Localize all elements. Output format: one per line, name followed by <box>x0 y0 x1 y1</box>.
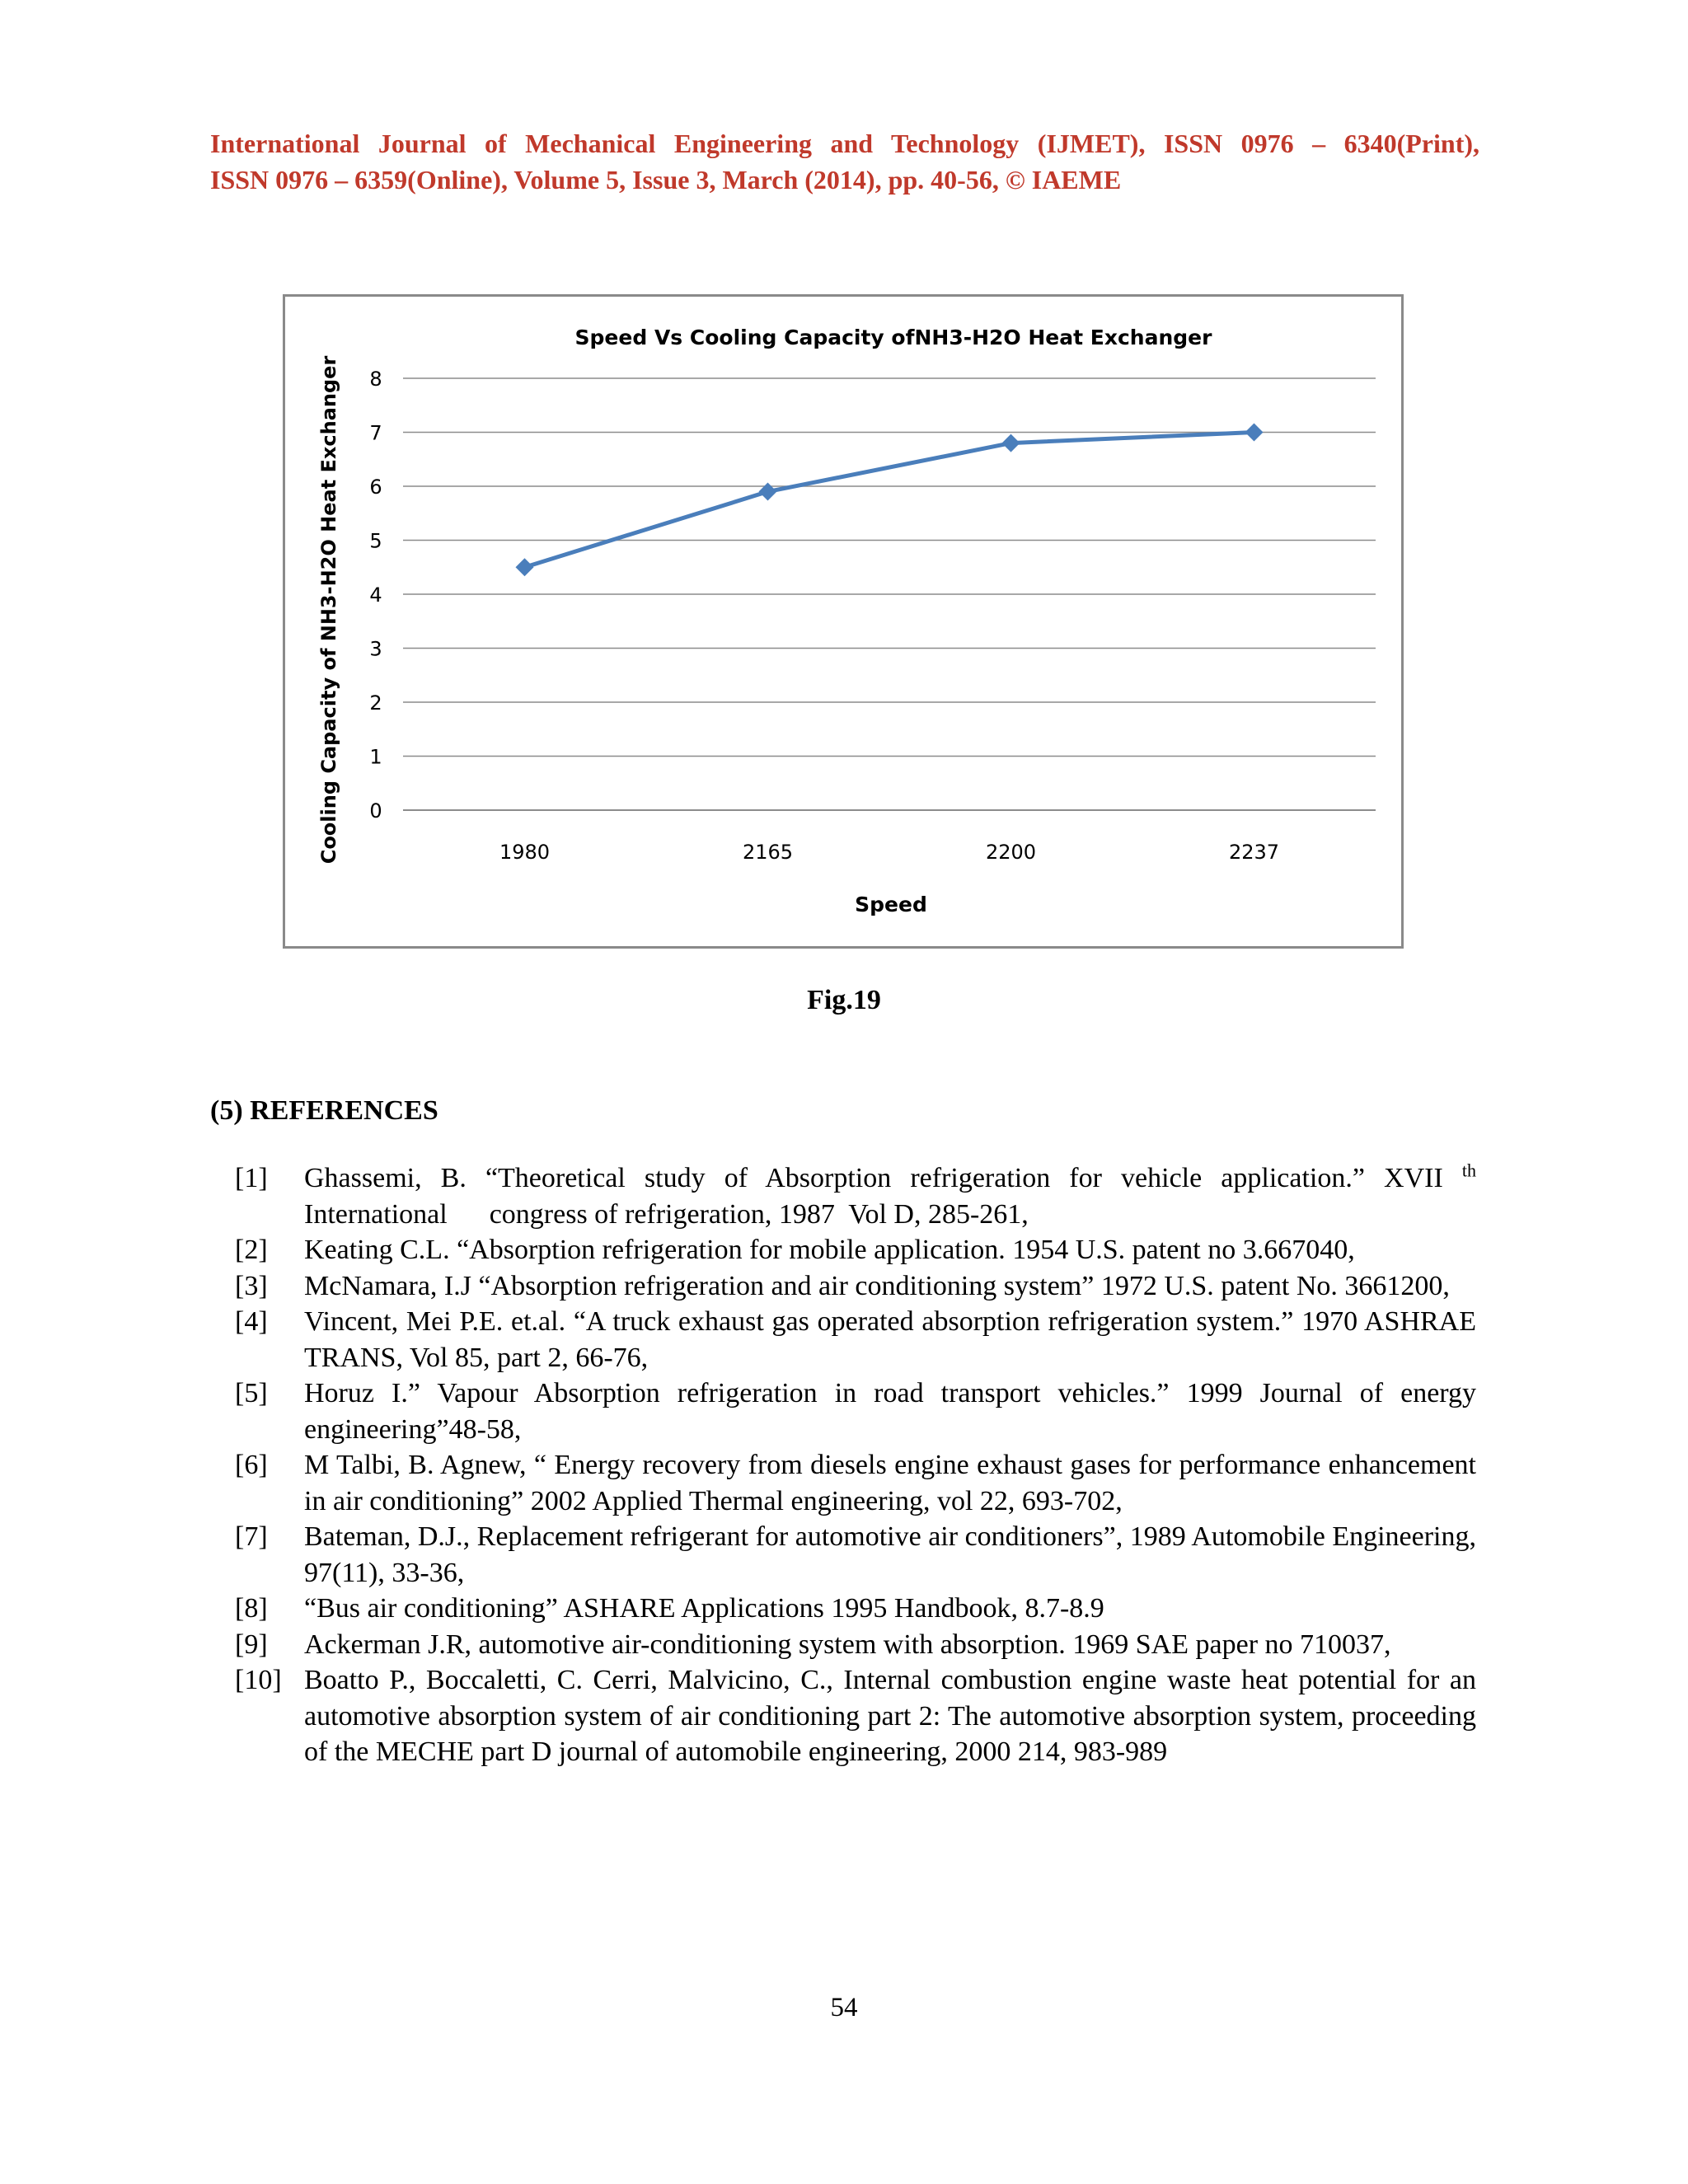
reference-item <box>235 1662 1476 1770</box>
chart-y-tick-label: 3 <box>369 637 382 661</box>
reference-item <box>235 1376 1476 1447</box>
chart-title: Speed Vs Cooling Capacity ofNH3-H2O Heat Exchanger <box>574 326 1212 349</box>
reference-text <box>304 1268 1476 1305</box>
chart-y-tick-label: 0 <box>369 799 382 823</box>
reference-text-part: Keating C.L. “Absorption refrigeration for mobile application. 1954 U.S. patent no 3.667040, <box>304 1235 1355 1265</box>
chart-gridlines <box>403 378 1376 810</box>
reference-text-part: Bateman, D.J., Replacement refrigerant for automotive air conditioners”, 1989 Automobile Engineering, 97(11), 33-36, <box>304 1521 1476 1588</box>
journal-header-line-2: ISSN 0976 – 6359(Online), Volume 5, Issue 3, March (2014), pp. 40-56, © IAEME <box>210 165 1122 194</box>
reference-text <box>304 1662 1476 1770</box>
reference-number: [5] <box>235 1378 268 1408</box>
reference-number: [6] <box>235 1450 268 1480</box>
reference-superscript: th <box>1461 1160 1477 1181</box>
reference-item <box>235 1447 1476 1519</box>
reference-text <box>304 1627 1476 1663</box>
chart-frame <box>283 294 1404 949</box>
reference-number: [1] <box>235 1163 268 1193</box>
chart-y-tick-label: 1 <box>369 745 382 769</box>
reference-text-part: M Talbi, B. Agnew, “ Energy recovery from diesels engine exhaust gases for performance enhancement in air conditioning” 2002 Applied Thermal engineering, vol 22, 693-702, <box>304 1450 1476 1516</box>
reference-item <box>235 1591 1476 1627</box>
reference-text <box>304 1232 1476 1268</box>
reference-text-continued: International congress of refrigeration, 1987 Vol D, 285-261, <box>304 1198 1029 1230</box>
reference-text <box>304 1519 1476 1591</box>
reference-number: [10] <box>235 1665 282 1695</box>
chart-x-tick-label: 2200 <box>985 841 1037 864</box>
reference-text-part: Ackerman J.R, automotive air-conditioning system with absorption. 1969 SAE paper no 710037, <box>304 1629 1391 1660</box>
reference-text <box>304 1591 1476 1627</box>
reference-item <box>235 1627 1476 1663</box>
reference-item <box>235 1304 1476 1376</box>
chart-y-tick-label: 4 <box>369 583 382 607</box>
chart-data-point <box>1245 424 1264 442</box>
chart-y-axis-label: Cooling Capacity of NH3-H2O Heat Exchanger <box>317 355 340 865</box>
chart-x-tick-labels <box>499 841 1279 864</box>
references-list <box>235 1160 1476 1770</box>
reference-item <box>235 1232 1476 1268</box>
reference-text-part: McNamara, I.J “Absorption refrigeration and air conditioning system” 1972 U.S. patent No. 3661200, <box>304 1270 1450 1301</box>
chart-y-tick-label: 2 <box>369 691 382 715</box>
reference-item <box>235 1519 1476 1591</box>
chart-y-tick-label: 5 <box>369 529 382 553</box>
chart-y-tick-label: 6 <box>369 476 382 499</box>
reference-text-part: Ghassemi, B. “Theoretical study of Absorption refrigeration for vehicle application.” XVII <box>304 1163 1443 1193</box>
reference-text-part: Vincent, Mei P.E. et.al. “A truck exhaust gas operated absorption refrigeration system.” 1970 ASHRAE TRANS, Vol 85, part 2, 66-76, <box>304 1306 1476 1373</box>
reference-text-part: “Bus air conditioning” ASHARE Applications 1995 Handbook, 8.7-8.9 <box>304 1593 1104 1624</box>
reference-number: [4] <box>235 1306 268 1337</box>
reference-number: [3] <box>235 1270 268 1301</box>
reference-text <box>304 1376 1476 1447</box>
chart-x-tick-label: 1980 <box>499 841 551 864</box>
chart-x-tick-label: 2237 <box>1228 841 1280 864</box>
chart-y-tick-label: 7 <box>369 421 382 445</box>
reference-text-part: Horuz I.” Vapour Absorption refrigeration in road transport vehicles.” 1999 Journal of energy engineering”48-58, <box>304 1378 1476 1445</box>
line-chart <box>285 297 1406 951</box>
chart-y-tick-labels <box>369 368 382 823</box>
page-number: 54 <box>830 1993 858 2022</box>
reference-number: [2] <box>235 1235 268 1265</box>
chart-y-tick-label: 8 <box>369 368 382 391</box>
reference-text <box>304 1160 1476 1232</box>
chart-data-point <box>759 483 777 501</box>
references-heading: (5) REFERENCES <box>210 1095 438 1126</box>
reference-number: [9] <box>235 1629 268 1660</box>
figure-caption: Fig.19 <box>807 985 881 1015</box>
reference-item <box>235 1160 1476 1232</box>
reference-text <box>304 1304 1476 1376</box>
chart-data-point <box>1002 434 1020 452</box>
journal-header-line-1: International Journal of Mechanical Engineering and Technology (IJMET), ISSN 0976 – 6340(Print), <box>210 129 1479 158</box>
journal-header <box>210 125 1479 198</box>
reference-item <box>235 1268 1476 1305</box>
reference-text <box>304 1447 1476 1519</box>
chart-series <box>516 424 1264 577</box>
reference-text-part: Boatto P., Boccaletti, C. Cerri, Malvicino, C., Internal combustion engine waste heat potential for an automotive absorption system of air conditioning part 2: The automotive absorption system, proceeding of the MECHE part D journal of automobile engineering, 2000 214, 983-989 <box>304 1665 1476 1767</box>
chart-x-tick-label: 2165 <box>742 841 794 864</box>
reference-number: [7] <box>235 1521 268 1552</box>
chart-data-point <box>516 558 534 576</box>
reference-number: [8] <box>235 1593 268 1624</box>
chart-x-axis-label: Speed <box>855 893 927 916</box>
chart-series-line <box>525 433 1254 568</box>
